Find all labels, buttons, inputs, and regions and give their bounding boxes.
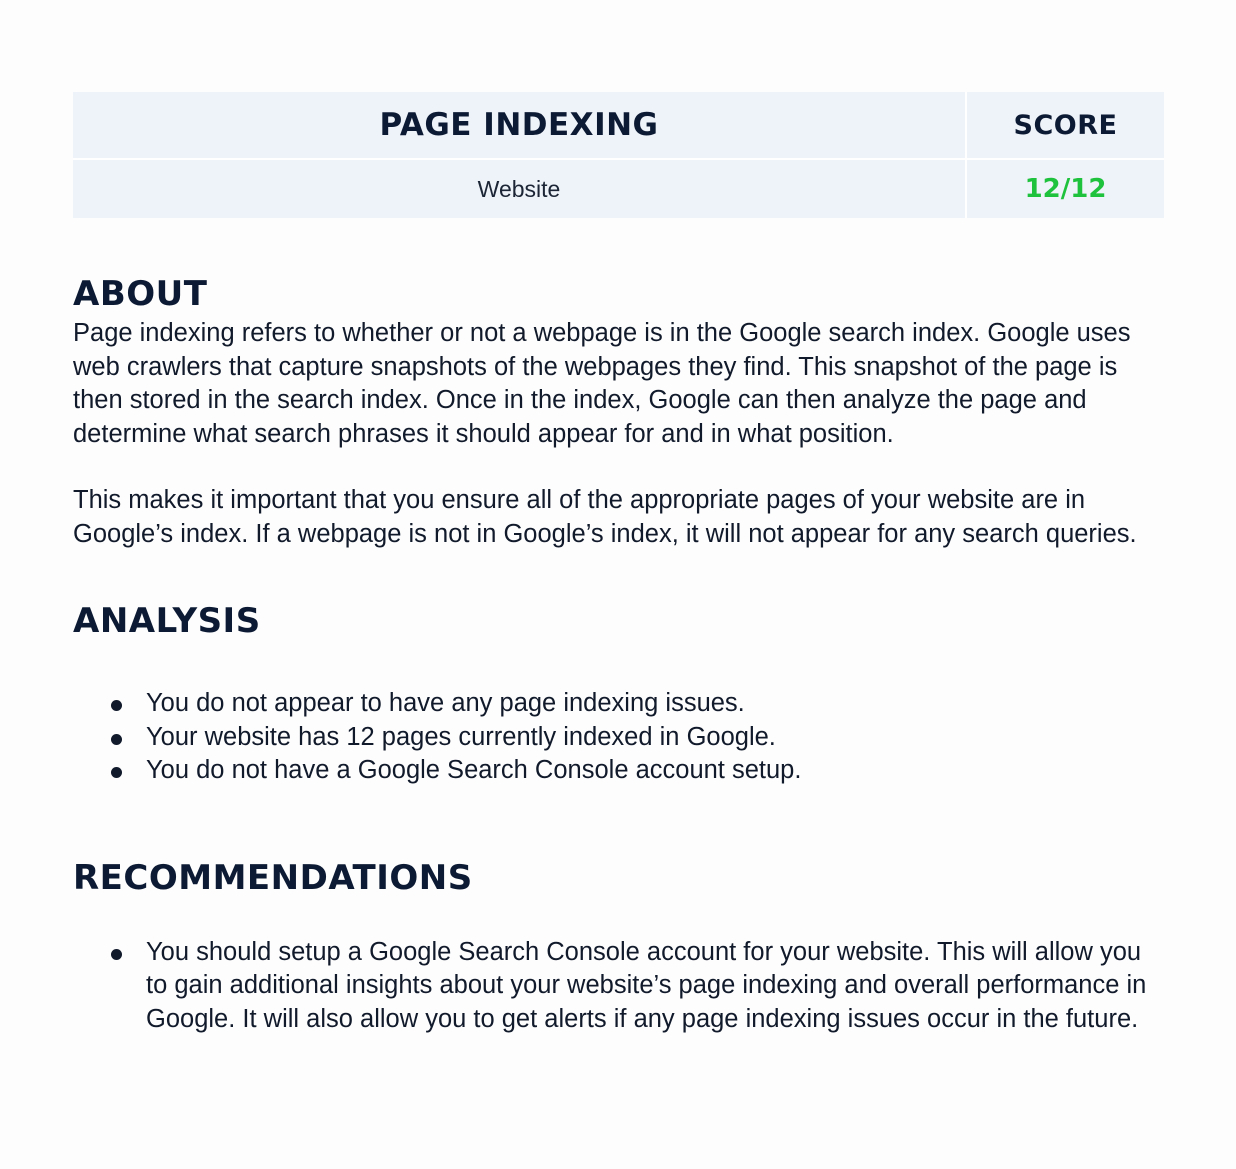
list-item <box>73 687 1164 721</box>
list-item <box>73 754 1164 788</box>
list-item-text: Your website has 12 pages currently indexed in Google. <box>146 722 776 751</box>
analysis-heading: ANALYSIS <box>73 601 261 641</box>
recommendations-list <box>73 936 1164 1037</box>
about-paragraph-1: Page indexing refers to whether or not a webpage is in the Google search index. Google uses web crawlers that capture snapshots of the webpages they find. This snapshot of the page is then stored in the search index. Once in the index, Google can then analyze the page and determine what search phrases it should appear for and in what position. <box>73 319 1131 448</box>
list-item-text: You do not appear to have any page indexing issues. <box>146 689 745 717</box>
about-heading: ABOUT <box>73 274 208 314</box>
bullet-icon <box>111 767 122 778</box>
row-label: Website <box>73 160 965 218</box>
bullet-icon <box>111 949 122 960</box>
about-paragraph-2: This makes it important that you ensure all of the appropriate pages of your website are in Google’s index. If a webpage is not in Google’s index, it will not appear for any search queries. <box>73 486 1137 548</box>
bullet-icon <box>111 700 122 711</box>
table-title: PAGE INDEXING <box>73 92 965 158</box>
report-page <box>73 92 1164 1036</box>
list-item <box>73 936 1164 1037</box>
list-item <box>73 721 1164 755</box>
recommendations-heading: RECOMMENDATIONS <box>73 857 473 898</box>
bullet-icon <box>111 734 122 745</box>
analysis-list <box>73 687 1164 788</box>
list-item-text: You do not have a Google Search Console account setup. <box>146 756 802 784</box>
score-header: SCORE <box>967 92 1164 158</box>
score-table <box>73 92 1164 218</box>
list-item-text: You should setup a Google Search Console account for your website. This will allow you to gain additional insights about your website’s page indexing and overall performance in Google. It will also allow you to get alerts if any page indexing issues occur in the future. <box>146 937 1147 1033</box>
score-value: 12/12 <box>967 160 1164 218</box>
